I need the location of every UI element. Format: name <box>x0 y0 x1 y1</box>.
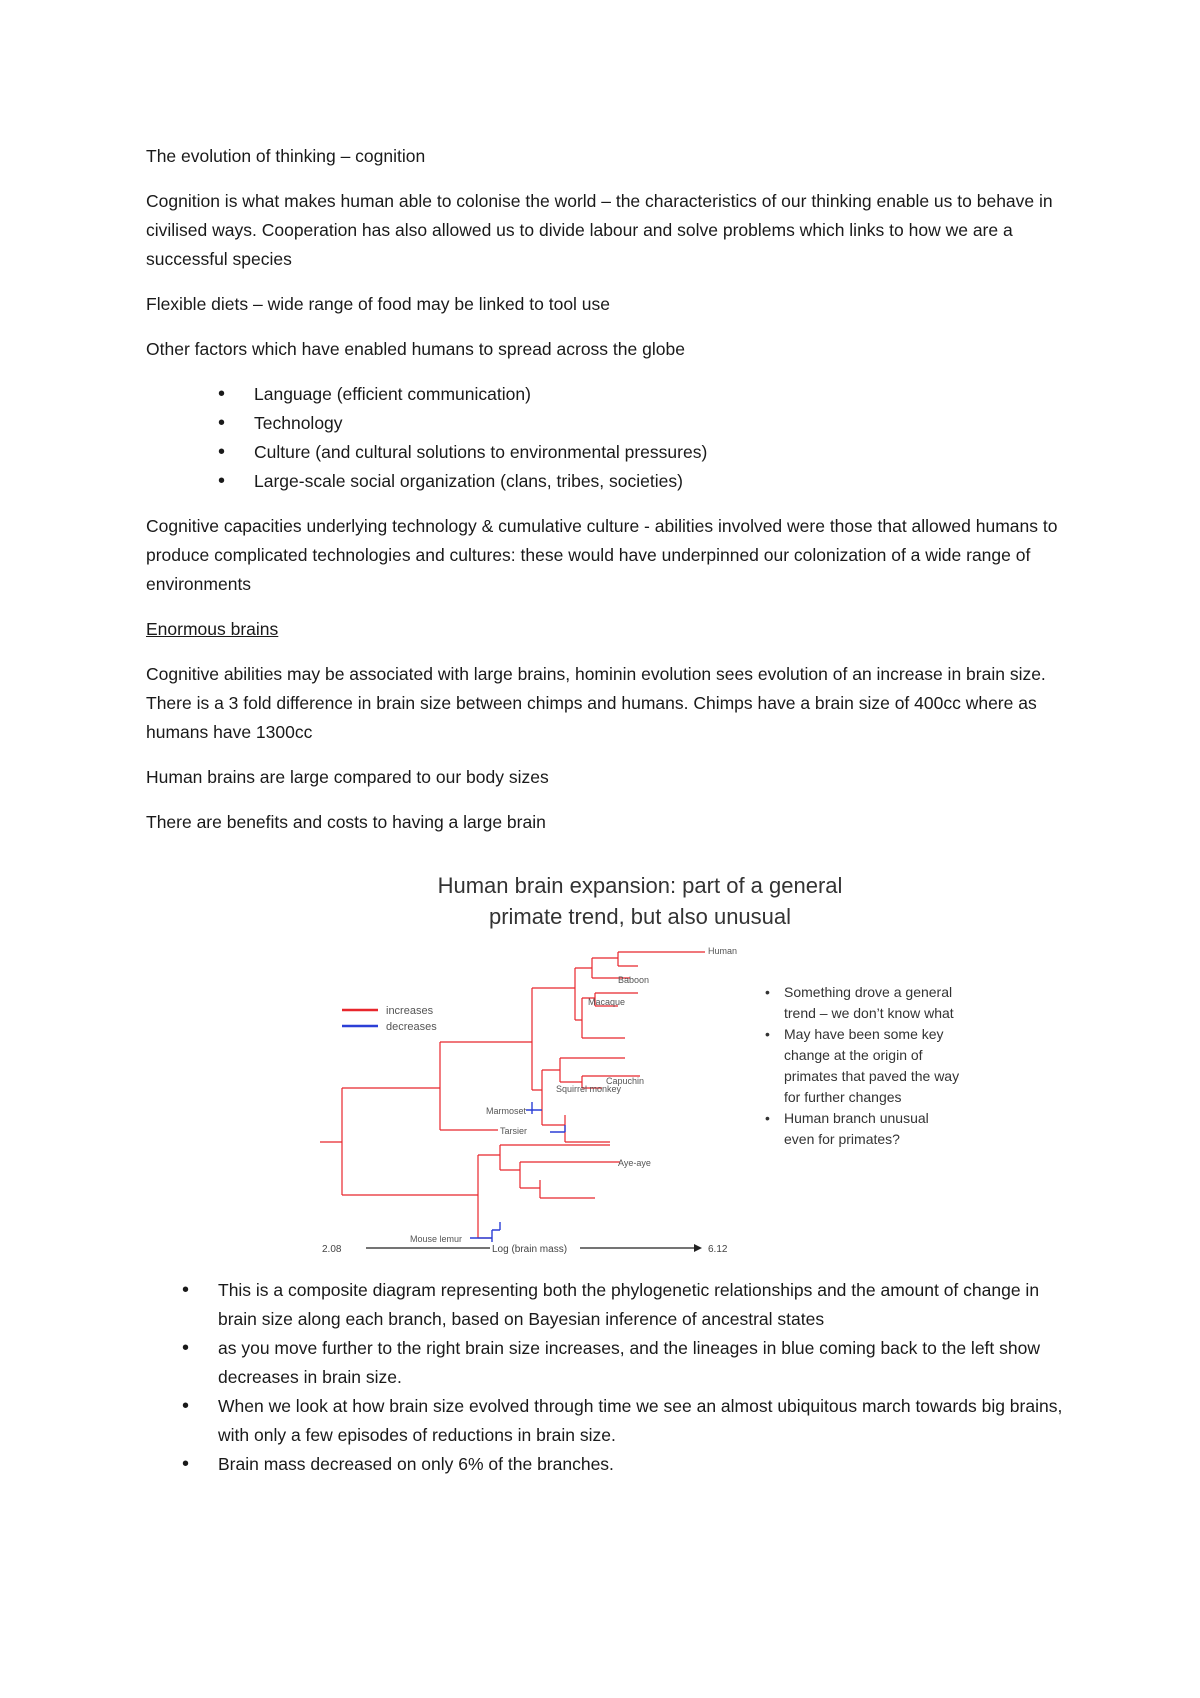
list-item: • Technology <box>146 409 1066 438</box>
figure-title-line-1: Human brain expansion: part of a general <box>437 873 843 898</box>
list-item: • Human branch unusual even for primates? <box>762 1108 962 1150</box>
paragraph-body-size: Human brains are large compared to our body sizes <box>146 767 549 787</box>
list-item: • Culture (and cultural solutions to environmental pressures) <box>146 438 1066 467</box>
tree-branches-decrease <box>470 1102 565 1242</box>
axis-max-label: 6.12 <box>708 1244 728 1255</box>
legend-decrease-label: decreases <box>386 1021 437 1033</box>
taxon-label-human: Human <box>708 946 738 956</box>
paragraph-factors: Other factors which have enabled humans to spread across the globe <box>146 339 685 359</box>
document-body <box>146 142 1066 853</box>
taxon-label-squirrel-monkey: Squirrel monkey <box>556 1084 622 1094</box>
legend-increase-label: increases <box>386 1005 434 1017</box>
taxon-label-macaque: Macaque <box>588 997 626 1007</box>
paragraph-cognition: Cognition is what makes human able to colonise the world – the characteristics of our thinking enable us to behave in civilised ways. Cooperation has also allowed us to divide labour and solve problems which links to how we are a successful species <box>146 191 1053 269</box>
paragraph-capacities: Cognitive capacities underlying technology & cumulative culture - abilities involved were those that allowed humans to produce complicated technologies and cultures: these would have underpinned our colonization of a wide range of environments <box>146 516 1058 594</box>
list-item: • When we look at how brain size evolved through time we see an almost ubiquitous march towards big brains, with only a few episodes of reductions in brain size. <box>182 1392 1082 1450</box>
list-item: • May have been some key change at the origin of primates that paved the way for further changes <box>762 1024 962 1108</box>
taxon-label-capuchin: Capuchin <box>606 1076 645 1086</box>
taxon-label-aye-aye: Aye-aye <box>618 1158 651 1168</box>
tree-branches-increase <box>320 952 705 1238</box>
list-item: • This is a composite diagram representing both the phylogenetic relationships and the amount of change in brain size along each branch, based on Bayesian inference of ancestral states <box>182 1276 1082 1334</box>
taxon-label-tarsier: Tarsier <box>500 1126 528 1136</box>
list-item: • as you move further to the right brain size increases, and the lineages in blue coming back to the left show decreases in brain size. <box>182 1334 1082 1392</box>
list-item: • Large-scale social organization (clans, tribes, societies) <box>146 467 1066 496</box>
brain-expansion-figure <box>320 870 960 1260</box>
paragraph-benefits: There are benefits and costs to having a large brain <box>146 812 546 832</box>
section-heading: Enormous brains <box>146 619 279 639</box>
axis-min-label: 2.08 <box>322 1244 342 1255</box>
axis-label: Log (brain mass) <box>492 1244 568 1255</box>
list-item: • Brain mass decreased on only 6% of the branches. <box>182 1450 1082 1479</box>
figure-title-line-2: primate trend, but also unusual <box>488 904 792 929</box>
phylogenetic-tree <box>320 870 760 1260</box>
factors-list <box>146 380 1066 496</box>
axis-arrowhead <box>694 1244 702 1252</box>
list-item: • Something drove a general trend – we don’t know what <box>762 982 962 1024</box>
document-title: The evolution of thinking – cognition <box>146 146 426 166</box>
paragraph-brain-size: Cognitive abilities may be associated with large brains, hominin evolution sees evolution of an increase in brain size. There is a 3 fold difference in brain size between chimps and humans. Chimps have a brain size of 400cc where as humans have 1300cc <box>146 664 1046 742</box>
taxon-label-mouse-lemur: Mouse lemur <box>410 1234 463 1244</box>
paragraph-diets: Flexible diets – wide range of food may be linked to tool use <box>146 294 611 314</box>
taxon-label-marmoset: Marmoset <box>486 1106 527 1116</box>
figure-bullets <box>762 982 962 1150</box>
list-item: • Language (efficient communication) <box>146 380 1066 409</box>
taxon-label-baboon: Baboon <box>618 975 650 985</box>
notes-list <box>182 1276 1082 1479</box>
